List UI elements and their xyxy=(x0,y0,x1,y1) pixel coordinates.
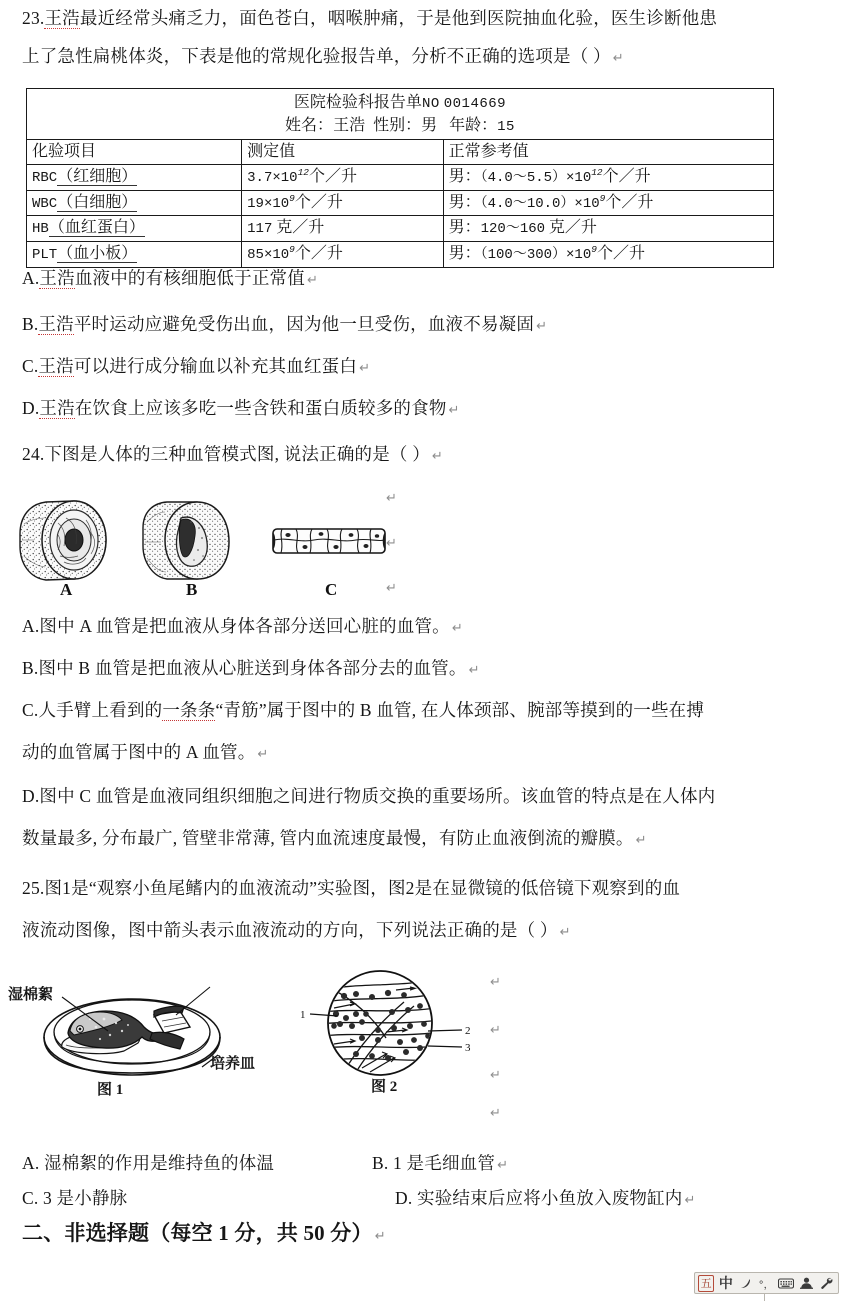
option-text: 图中 A 血管是把血液从身体各部分送回心脏的血管。 xyxy=(39,616,450,636)
measured-unit: 克／升 xyxy=(276,219,325,237)
lab-report-table xyxy=(26,88,774,268)
table-title-row xyxy=(27,89,774,116)
measured-unit: 个／升 xyxy=(294,245,343,263)
cell-reference xyxy=(443,241,773,267)
figure1-cotton-label: 湿棉絮 xyxy=(8,987,54,1003)
cell-measured xyxy=(242,216,443,242)
table-row xyxy=(27,190,774,216)
cell-item xyxy=(27,190,242,216)
item-code: PLT xyxy=(32,247,58,264)
option-letter: D. xyxy=(395,1188,413,1208)
pilcrow-icon: ↵ xyxy=(490,1106,501,1121)
option-text-pre: 图中 C 血管是 xyxy=(39,786,149,806)
pilcrow-icon: ↵ xyxy=(448,403,460,418)
table-row xyxy=(27,216,774,242)
patient-sex-label: 性别： xyxy=(373,116,422,134)
reference-unit: 个／升 xyxy=(596,245,645,263)
item-cjk: （白细胞） xyxy=(57,193,138,211)
item-cjk: （血小板） xyxy=(57,245,138,263)
q23-option-c xyxy=(22,358,370,376)
vessel-c-capillary xyxy=(273,529,385,553)
cell-reference xyxy=(443,190,773,216)
measured-unit: 个／升 xyxy=(294,193,343,211)
patient-age-value: 15 xyxy=(497,118,515,135)
option-text-post: 血液同组织细胞之间进行物质交换的重要场所。该血管的特点是在人体内 xyxy=(148,786,716,806)
option-text: 图中 B 血管是把血液从心脏送到身体各部分去的血管。 xyxy=(38,658,467,678)
q25-stem-text: 图1是“观察小鱼尾鳍内的血液流动”实验图，图2是在显微镜的低倍镜下观察到的血 xyxy=(44,878,681,898)
pilcrow-icon: ↵ xyxy=(559,925,571,940)
option-letter: C. xyxy=(22,356,39,376)
reference-range: 120～160 xyxy=(480,221,546,238)
option-letter: A. xyxy=(22,616,40,636)
pilcrow-icon: ↵ xyxy=(684,1193,696,1208)
marker-2: 2 xyxy=(465,1025,471,1037)
q25-option-a xyxy=(22,1155,274,1173)
q24-option-d-line2 xyxy=(22,830,647,848)
pilcrow-icon: ↵ xyxy=(490,1023,501,1038)
marker-3: 3 xyxy=(465,1042,471,1054)
q23-stem-line1 xyxy=(22,10,717,28)
pilcrow-icon: ↵ xyxy=(490,1068,501,1083)
q24-option-c-line2 xyxy=(22,744,269,762)
q24-number: 24. xyxy=(22,444,45,464)
pilcrow-icon: ↵ xyxy=(386,491,397,506)
item-cjk: （红细胞） xyxy=(57,168,138,186)
reference-unit: 个／升 xyxy=(605,193,654,211)
table-title-cell xyxy=(27,89,774,116)
vessel-b-label: B xyxy=(186,580,198,596)
section-heading xyxy=(22,1223,386,1244)
table-title: 医院检验科报告单 xyxy=(293,94,422,111)
q24-option-c-line1 xyxy=(22,702,704,720)
pilcrow-icon: ↵ xyxy=(431,449,444,464)
keyboard-icon[interactable] xyxy=(778,1275,795,1292)
q23-option-a xyxy=(22,270,318,288)
reference-sex: 男： xyxy=(448,168,481,186)
q25-number: 25. xyxy=(22,878,45,898)
pilcrow-icon: ↵ xyxy=(490,975,501,990)
patient-name-label: 姓名： xyxy=(285,116,334,134)
ime-language-button[interactable]: 中 xyxy=(718,1277,733,1292)
option-letter: C. xyxy=(22,1188,39,1208)
cell-item xyxy=(27,241,242,267)
vessel-a-artery xyxy=(20,501,106,580)
pilcrow-icon: ↵ xyxy=(536,319,548,334)
user-icon[interactable] xyxy=(798,1275,815,1292)
pilcrow-icon: ↵ xyxy=(386,536,397,551)
q25-option-d xyxy=(395,1190,696,1208)
option-letter: A. xyxy=(22,1153,40,1173)
patient-age-label: 年龄： xyxy=(449,116,498,134)
column-header-item: 化验项目 xyxy=(27,140,242,165)
table-row xyxy=(27,241,774,267)
reference-sex: 男： xyxy=(448,219,481,237)
q23-stem-line2-text: 上了急性扁桃体炎，下表是他的常规化验报告单，分析不正确的选项是（ ） xyxy=(22,46,611,66)
option-name: 王浩 xyxy=(38,314,74,334)
blood-vessels-svg xyxy=(14,498,394,596)
option-letter: B. xyxy=(22,658,39,678)
pilcrow-icon: ↵ xyxy=(451,621,463,636)
option-text-pre: 人手臂上看到的 xyxy=(38,700,163,720)
q23-option-d xyxy=(22,400,460,418)
option-letter: C. xyxy=(22,700,39,720)
q25-option-b xyxy=(372,1155,508,1173)
reference-exponent: 12 xyxy=(591,167,603,178)
q23-stem-line2 xyxy=(22,48,624,66)
reference-sex: 男： xyxy=(448,193,481,211)
ime-toolbar[interactable] xyxy=(694,1272,839,1294)
pilcrow-icon: ↵ xyxy=(359,361,371,376)
marker-2-leader xyxy=(428,1030,462,1031)
cell-item xyxy=(27,165,242,191)
table-subtitle-cell xyxy=(27,116,774,140)
measured-unit: 个／升 xyxy=(308,168,357,186)
reference-exponent: 9 xyxy=(591,243,597,255)
vessel-a-label: A xyxy=(60,580,73,596)
patient-name-value: 王浩 xyxy=(333,116,366,134)
wrench-icon[interactable] xyxy=(818,1275,835,1292)
section-heading-text: 二、非选择题（每空 1 分，共 50 分） xyxy=(22,1221,373,1245)
table-subtitle-row xyxy=(27,116,774,140)
option-text: 可以进行成分输血以补充其血红蛋白 xyxy=(73,356,358,376)
option-letter: D. xyxy=(22,786,40,806)
pilcrow-icon: ↵ xyxy=(468,663,480,678)
table-no-label: NO xyxy=(421,96,440,112)
vessel-c-label: C xyxy=(325,580,338,596)
marker-1: 1 xyxy=(300,1009,306,1021)
option-text: 实验结束后应将小鱼放入废物缸内 xyxy=(417,1188,683,1208)
measured-number: 117 xyxy=(247,221,273,238)
cell-measured xyxy=(242,190,443,216)
option-text-post: “青筋”属于图中的 B 血管, 在人体颈部、腕部等摸到的一些在搏 xyxy=(215,700,705,720)
option-text: 平时运动应避免受伤出血，因为他一旦受伤，血液不易凝固 xyxy=(73,314,535,334)
cell-reference xyxy=(443,216,773,242)
measured-number: 85×10 xyxy=(247,247,290,264)
marker-3-leader xyxy=(428,1046,462,1047)
cell-measured xyxy=(242,241,443,267)
table-no-value: 0014669 xyxy=(443,96,507,112)
q23-number: 23. xyxy=(22,8,45,28)
reference-unit: 克／升 xyxy=(548,219,597,237)
column-header-measured: 测定值 xyxy=(242,140,443,165)
pilcrow-icon: ↵ xyxy=(374,1229,386,1244)
measured-exponent: 12 xyxy=(297,167,309,178)
column-header-reference: 正常参考值 xyxy=(443,140,773,165)
pilcrow-icon: ↵ xyxy=(635,833,647,848)
item-cjk: （血红蛋白） xyxy=(48,219,145,237)
option-text-underlined: 一条条 xyxy=(162,700,216,720)
cell-item xyxy=(27,216,242,242)
option-name: 王浩 xyxy=(39,268,75,288)
table-header-row xyxy=(27,140,774,165)
item-code: WBC xyxy=(32,195,58,212)
option-text: 在饮食上应该多吃一些含铁和蛋白质较多的食物 xyxy=(74,398,447,418)
q23-option-b xyxy=(22,316,547,334)
microscope-field-svg xyxy=(300,968,480,1088)
q25-stem-text2: 液流动图像，图中箭头表示血液流动的方向，下列说法正确的是（ ） xyxy=(22,920,558,940)
q24-stem xyxy=(22,446,443,464)
pilcrow-icon: ↵ xyxy=(612,51,624,66)
q25-stem-line2 xyxy=(22,922,571,940)
reference-range: （100～300）×10 xyxy=(480,247,592,264)
option-text: 动的血管属于图中的 A 血管。 xyxy=(22,742,256,762)
cell-measured xyxy=(242,165,443,191)
reference-unit: 个／升 xyxy=(602,168,651,186)
ime-input-mode-button[interactable]: 五 xyxy=(698,1275,714,1292)
option-text: 数量最多, 分布最广, 管壁非常薄, 管内血流速度最慢，有防止血液倒流的瓣膜。 xyxy=(22,828,634,848)
moon-icon[interactable] xyxy=(737,1275,754,1292)
blood-vessel-figure-group xyxy=(14,498,394,601)
option-letter: B. xyxy=(372,1153,389,1173)
reference-range: （4.0～5.5）×10 xyxy=(480,170,592,187)
reference-exponent: 9 xyxy=(599,192,606,204)
figure1-dish-label: 培养皿 xyxy=(210,1056,256,1072)
reference-range: （4.0～10.0）×10 xyxy=(480,195,600,212)
q24-option-d-line1 xyxy=(22,788,715,806)
q23-stem-name: 王浩 xyxy=(44,8,80,28)
pilcrow-icon: ↵ xyxy=(386,581,397,596)
reference-sex: 男： xyxy=(448,245,481,263)
option-text: 3 是小静脉 xyxy=(43,1188,128,1208)
option-name: 王浩 xyxy=(38,356,74,376)
measured-number: 3.7×10 xyxy=(247,170,298,187)
option-text: 1 是毛细血管 xyxy=(393,1153,496,1173)
figure1-caption: 图 1 xyxy=(97,1082,124,1098)
option-letter: D. xyxy=(22,398,40,418)
option-letter: A. xyxy=(22,268,40,288)
pilcrow-icon: ↵ xyxy=(257,747,269,762)
figure2-caption: 图 2 xyxy=(371,1079,398,1095)
q25-option-c xyxy=(22,1190,127,1208)
ime-toolbar-stem xyxy=(764,1294,765,1301)
option-text: 湿棉絮的作用是维持鱼的体温 xyxy=(44,1153,275,1173)
q24-option-a xyxy=(22,618,463,636)
q25-stem-line1 xyxy=(22,880,680,898)
ime-punctuation-button[interactable]: °， xyxy=(758,1279,774,1291)
measured-number: 19×10 xyxy=(247,195,290,212)
option-letter: B. xyxy=(22,314,39,334)
q24-option-b xyxy=(22,660,480,678)
table-row xyxy=(27,165,774,191)
pilcrow-icon: ↵ xyxy=(497,1158,509,1173)
option-text: 血液中的有核细胞低于正常值 xyxy=(74,268,305,288)
cell-reference xyxy=(443,165,773,191)
measured-exponent: 9 xyxy=(289,192,295,204)
pilcrow-icon: ↵ xyxy=(306,273,319,288)
patient-sex-value: 男 xyxy=(421,116,438,134)
item-code: RBC xyxy=(32,170,58,187)
q24-stem-text: 下图是人体的三种血管模式图, 说法正确的是（ ） xyxy=(44,444,430,464)
measured-exponent: 9 xyxy=(289,243,295,255)
option-name: 王浩 xyxy=(39,398,75,418)
q23-stem-text: 最近经常头痛乏力，面色苍白，咽喉肿痛，于是他到医院抽血化验，医生诊断他患 xyxy=(79,8,718,28)
vessel-b-vein xyxy=(143,502,229,579)
item-code: HB xyxy=(32,221,49,238)
